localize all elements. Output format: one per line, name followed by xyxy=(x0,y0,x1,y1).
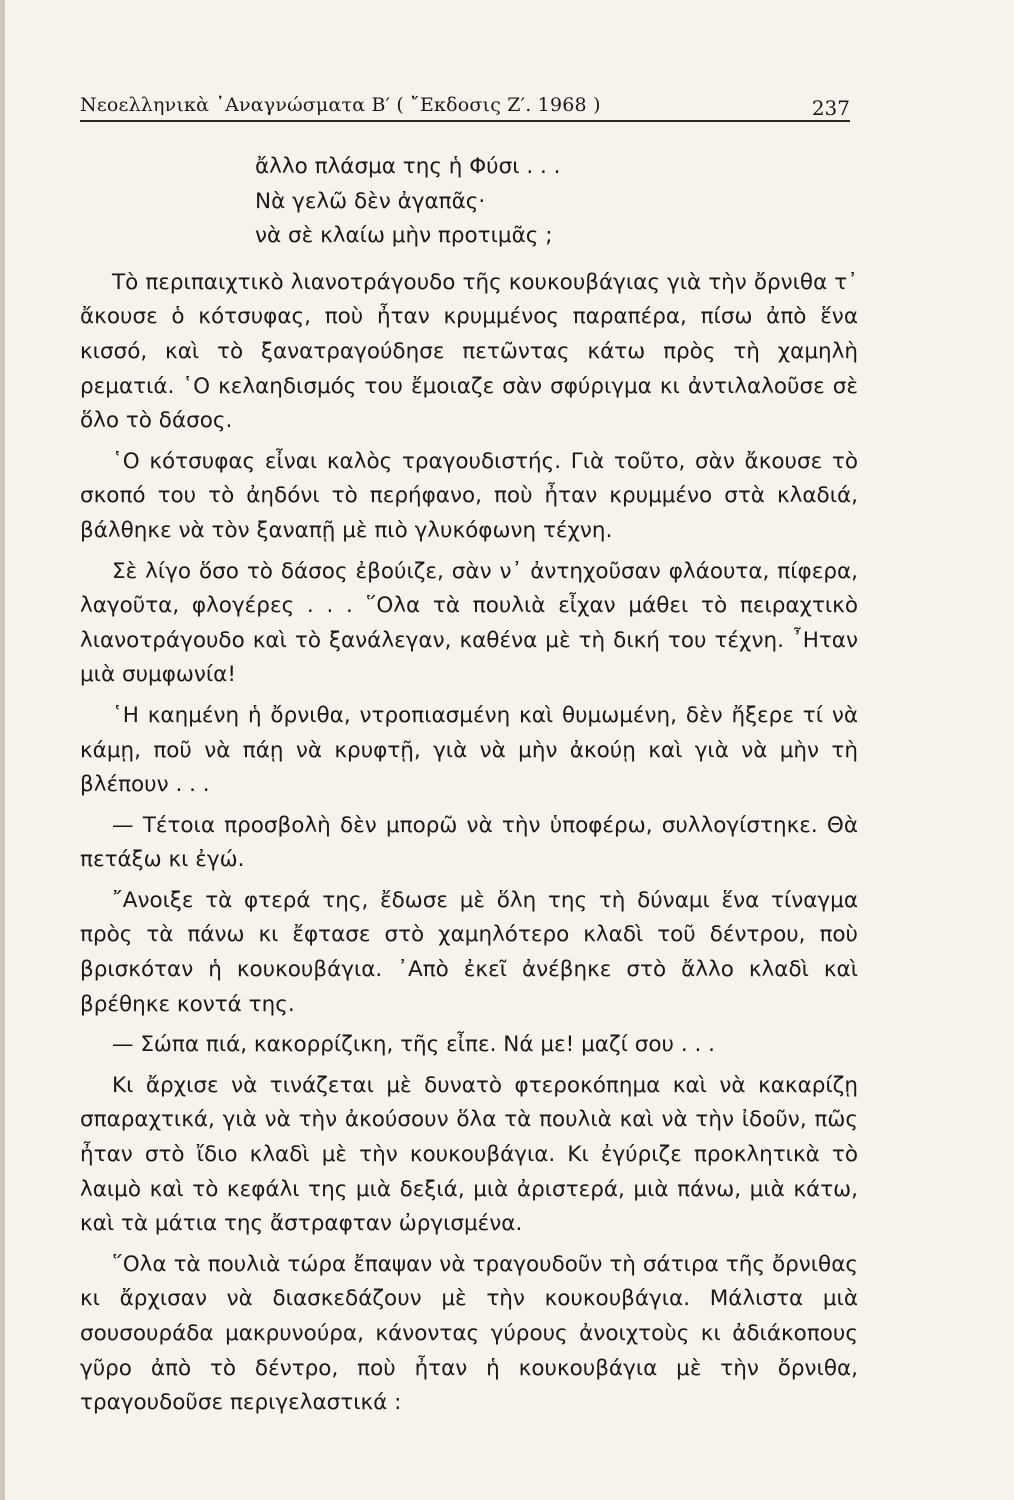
paragraph: Τὸ περιπαιχτικὸ λιανοτράγουδο τῆς κουκουβάγιας γιὰ τὴν ὄρνιθα τ᾿ ἄκουσε ὁ κότσυφας, ποὺ ἦταν κρυμμένος παραπέρα, πίσω ἀπὸ ἕνα κισσό, καὶ τὸ ξανατραγούδησε πετῶντας κάτω πρὸς τὴ χαμηλὴ ρεματιά. ῾Ο κελαηδισμός του ἔμοιαζε σὰν σφύριγμα κι ἀντιλαλοῦσε σὲ ὅλο τὸ δάσος. xyxy=(80,269,858,434)
dialogue-paragraph: — Σώπα πιά, κακορρίζικη, τῆς εἶπε. Νά με! μαζί σου . . . xyxy=(112,1032,715,1058)
page-number: 237 xyxy=(811,96,850,120)
verse-block xyxy=(255,150,858,254)
page-body xyxy=(80,150,858,1427)
paragraph: Σὲ λίγο ὅσο τὸ δάσος ἐβούιζε, σὰν ν᾿ ἀντηχοῦσαν φλάουτα, πίφερα, λαγοῦτα, φλογέρες . . . ῞Ολα τὰ πουλιὰ εἶχαν μάθει τὸ πειραχτικὸ λιανοτράγουδο καὶ τὸ ξανάλεγαν, καθένα μὲ τὴ δική του τέχνη. ῏Ηταν μιὰ συμφωνία! xyxy=(80,558,858,688)
paragraph: ῞Ολα τὰ πουλιὰ τώρα ἔπαψαν νὰ τραγουδοῦν τὴ σάτιρα τῆς ὄρνιθας κι ἄρχισαν νὰ διασκεδάζουν μὲ τὴν κουκουβάγια. Μάλιστα μιὰ σουσουράδα μακρυνούρα, κάνοντας γύρους ἀνοιχτοὺς κι ἀδιάκοπους γῦρο ἀπὸ τὸ δέντρο, ποὺ ἦταν ἡ κουκουβάγια μὲ τὴν ὄρνιθα, τραγουδοῦσε περιγελαστικά : xyxy=(80,1251,858,1416)
paragraph: ῾Η καημένη ἡ ὄρνιθα, ντροπιασμένη καὶ θυμωμένη, δὲν ἤξερε τί νὰ κάμῃ, ποῦ νὰ πάῃ νὰ κρυφτῇ, γιὰ νὰ μὴν ἀκούῃ καὶ γιὰ νὰ μὴν τὴ βλέπουν . . . xyxy=(80,702,858,798)
dialogue-paragraph: — Τέτοια προσβολὴ δὲν μπορῶ νὰ τὴν ὑποφέρω, συλλογίστηκε. Θὰ πετάξω κι ἐγώ. xyxy=(80,812,858,873)
page-edge xyxy=(0,0,5,1500)
verse-line: ἄλλο πλάσμα της ἡ Φύσι . . . xyxy=(255,154,561,179)
running-title: Νεοελληνικὰ ᾿Αναγνώσματα Β′ ( ῎Εκδοσις Ζ′. 1968 ) xyxy=(80,94,601,116)
verse-line: Νὰ γελῶ δὲν ἀγαπᾶς· xyxy=(255,188,486,214)
header-rule xyxy=(80,120,850,122)
paragraph: ῾Ο κότσυφας εἶναι καλὸς τραγουδιστής. Γιὰ τοῦτο, σὰν ἄκουσε τὸ σκοπό του τὸ ἀηδόνι τὸ περήφανο, ποὺ ἦταν κρυμμένο στὰ κλαδιά, βάλθηκε νὰ τὸν ξαναπῇ μὲ πιὸ γλυκόφωνη τέχνη. xyxy=(80,448,858,543)
verse-line: νὰ σὲ κλαίω μὴν προτιμᾶς ; xyxy=(255,223,553,249)
paragraph: ῎Ανοιξε τὰ φτερά της, ἔδωσε μὲ ὅλη της τὴ δύναμι ἕνα τίναγμα πρὸς τὰ πάνω κι ἔφτασε στὸ χαμηλότερο κλαδὶ τοῦ δέντρου, ποὺ βρισκόταν ἡ κουκουβάγια. ᾿Απὸ ἐκεῖ ἀνέβηκε στὸ ἄλλο κλαδὶ καὶ βρέθηκε κοντά της. xyxy=(80,887,858,1017)
paragraph: Κι ἄρχισε νὰ τινάζεται μὲ δυνατὸ φτεροκόπημα καὶ νὰ κακαρίζῃ σπαραχτικά, γιὰ νὰ τὴν ἀκούσουν ὅλα τὰ πουλιὰ καὶ νὰ τὴν ἰδοῦν, πῶς ἦταν στὸ ἴδιο κλαδὶ μὲ τὴν κουκουβάγια. Κι ἐγύριζε προκλητικὰ τὸ λαιμὸ καὶ τὸ κεφάλι της μιὰ δεξιά, μιὰ ἀριστερά, μιὰ πάνω, μιὰ κάτω, καὶ τὰ μάτια της ἄστραφταν ὠργισμένα. xyxy=(80,1072,858,1237)
